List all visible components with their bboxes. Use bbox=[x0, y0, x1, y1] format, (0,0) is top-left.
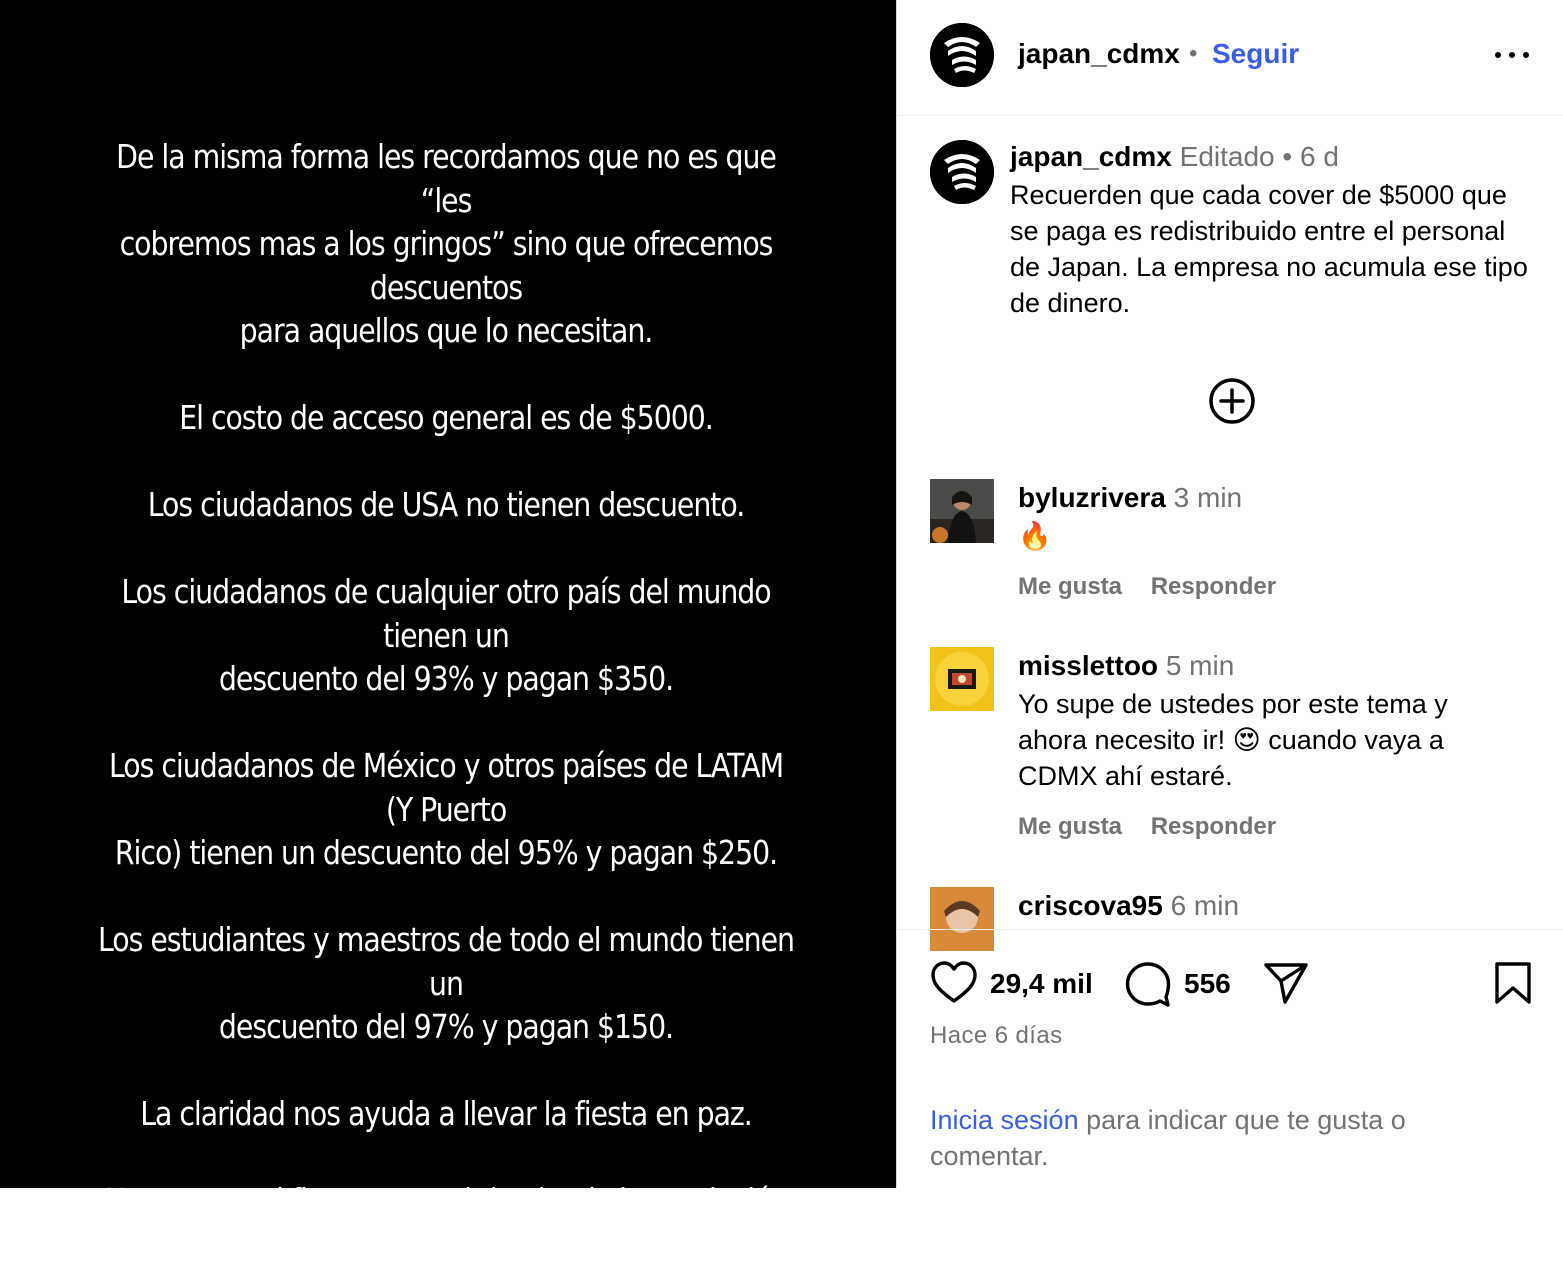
avatar[interactable] bbox=[930, 23, 994, 87]
media-paragraph: Los ciudadanos de cualquier otro país del mundo tienen un descuento del 93% y pagan $350. bbox=[121, 572, 771, 698]
post-sidebar bbox=[896, 0, 1562, 1188]
comment-time[interactable]: 3 min bbox=[1173, 482, 1243, 513]
comment-reply-button[interactable]: Responder bbox=[1150, 573, 1277, 600]
japan-logo-icon bbox=[930, 140, 994, 204]
media-paragraph: La claridad nos ayuda a llevar la fiesta en paz. bbox=[140, 1094, 752, 1133]
login-prompt-text: para indicar que te gusta o comentar. bbox=[930, 1105, 1406, 1171]
comment-username[interactable]: byluzrivera bbox=[1018, 482, 1166, 513]
separator-dot: • bbox=[1282, 141, 1293, 172]
comment-username[interactable]: criscova95 bbox=[1018, 890, 1163, 921]
media-text bbox=[97, 135, 795, 1266]
user-photo-icon bbox=[930, 647, 994, 711]
media-paragraph: Los estudiantes y maestros de todo el mundo tienen un descuento del 97% y pagan $150. bbox=[97, 920, 795, 1046]
plus-circle-icon bbox=[1208, 377, 1256, 425]
comment-bubble-icon bbox=[1124, 960, 1172, 1008]
avatar[interactable] bbox=[930, 479, 994, 543]
comment-time[interactable]: 5 min bbox=[1165, 650, 1235, 681]
japan-logo-icon bbox=[930, 23, 994, 87]
comments-scroll-area[interactable] bbox=[897, 117, 1563, 929]
like-button[interactable] bbox=[930, 960, 978, 1011]
save-button[interactable] bbox=[1493, 961, 1533, 1010]
media-paragraph: Nos vemos el fin para seguir haciendo la revolución normal. bbox=[104, 1181, 788, 1264]
comment-text: 🔥 bbox=[1018, 521, 1052, 551]
comment-header bbox=[1018, 890, 1239, 922]
post-date[interactable]: Hace 6 días bbox=[930, 1022, 1063, 1049]
comment-actions bbox=[1018, 813, 1276, 841]
media-paragraph: Los ciudadanos de México y otros países de LATAM (Y Puerto Rico) tienen un descuento del 95% y pagan $250. bbox=[108, 746, 784, 872]
post-footer bbox=[897, 929, 1563, 1188]
edited-label: Editado bbox=[1179, 141, 1275, 172]
post-header bbox=[897, 0, 1563, 116]
login-prompt bbox=[930, 1102, 1470, 1174]
caption-text: Recuerden que cada cover de $5000 que se paga es redistribuido entre el personal de Japan. La empresa no acumula ese tipo de dinero. bbox=[1010, 180, 1528, 318]
comment-reply-button[interactable]: Responder bbox=[1150, 813, 1277, 840]
header-username[interactable]: japan_cdmx bbox=[1018, 38, 1180, 69]
comment-like-button[interactable]: Me gusta bbox=[1018, 573, 1123, 600]
load-more-comments-button[interactable] bbox=[1208, 377, 1256, 425]
login-link[interactable]: Inicia sesión bbox=[930, 1105, 1079, 1135]
comment-header bbox=[1018, 482, 1242, 514]
media-paragraph: Los ciudadanos de USA no tienen descuento. bbox=[147, 485, 745, 524]
likes-count[interactable]: 29,4 mil bbox=[990, 968, 1093, 999]
comment-like-button[interactable]: Me gusta bbox=[1018, 813, 1123, 840]
comment-actions bbox=[1018, 573, 1276, 601]
user-photo-icon bbox=[930, 479, 994, 543]
comment-header bbox=[1018, 650, 1234, 682]
caption-time[interactable]: 6 d bbox=[1299, 141, 1339, 172]
more-options-button[interactable] bbox=[1493, 40, 1531, 70]
separator-dot: • bbox=[1189, 40, 1198, 67]
comment-button[interactable] bbox=[1124, 960, 1172, 1013]
comments-count[interactable]: 556 bbox=[1184, 968, 1231, 999]
comment-text: Yo supe de ustedes por este tema y ahora necesito ir! 😍 cuando vaya a CDMX ahí estaré. bbox=[1018, 689, 1448, 791]
caption-header bbox=[1010, 141, 1339, 173]
caption-username[interactable]: japan_cdmx bbox=[1010, 141, 1172, 172]
caption-avatar[interactable] bbox=[930, 140, 994, 204]
paper-plane-icon bbox=[1263, 961, 1309, 1005]
heart-icon bbox=[930, 960, 978, 1006]
more-horizontal-icon bbox=[1495, 52, 1501, 58]
avatar[interactable] bbox=[930, 647, 994, 711]
share-button[interactable] bbox=[1263, 961, 1309, 1010]
comment-username[interactable]: misslettoo bbox=[1018, 650, 1159, 681]
media-paragraph: De la misma forma les recordamos que no es que “les cobremos mas a los gringos” sino que ofrecemos descuentos para aquellos que lo necesitan. bbox=[116, 137, 776, 350]
follow-button[interactable]: Seguir bbox=[1212, 38, 1300, 69]
media-paragraph: El costo de acceso general es de $5000. bbox=[179, 398, 713, 437]
comment-time[interactable]: 6 min bbox=[1170, 890, 1240, 921]
bookmark-icon bbox=[1493, 961, 1533, 1005]
